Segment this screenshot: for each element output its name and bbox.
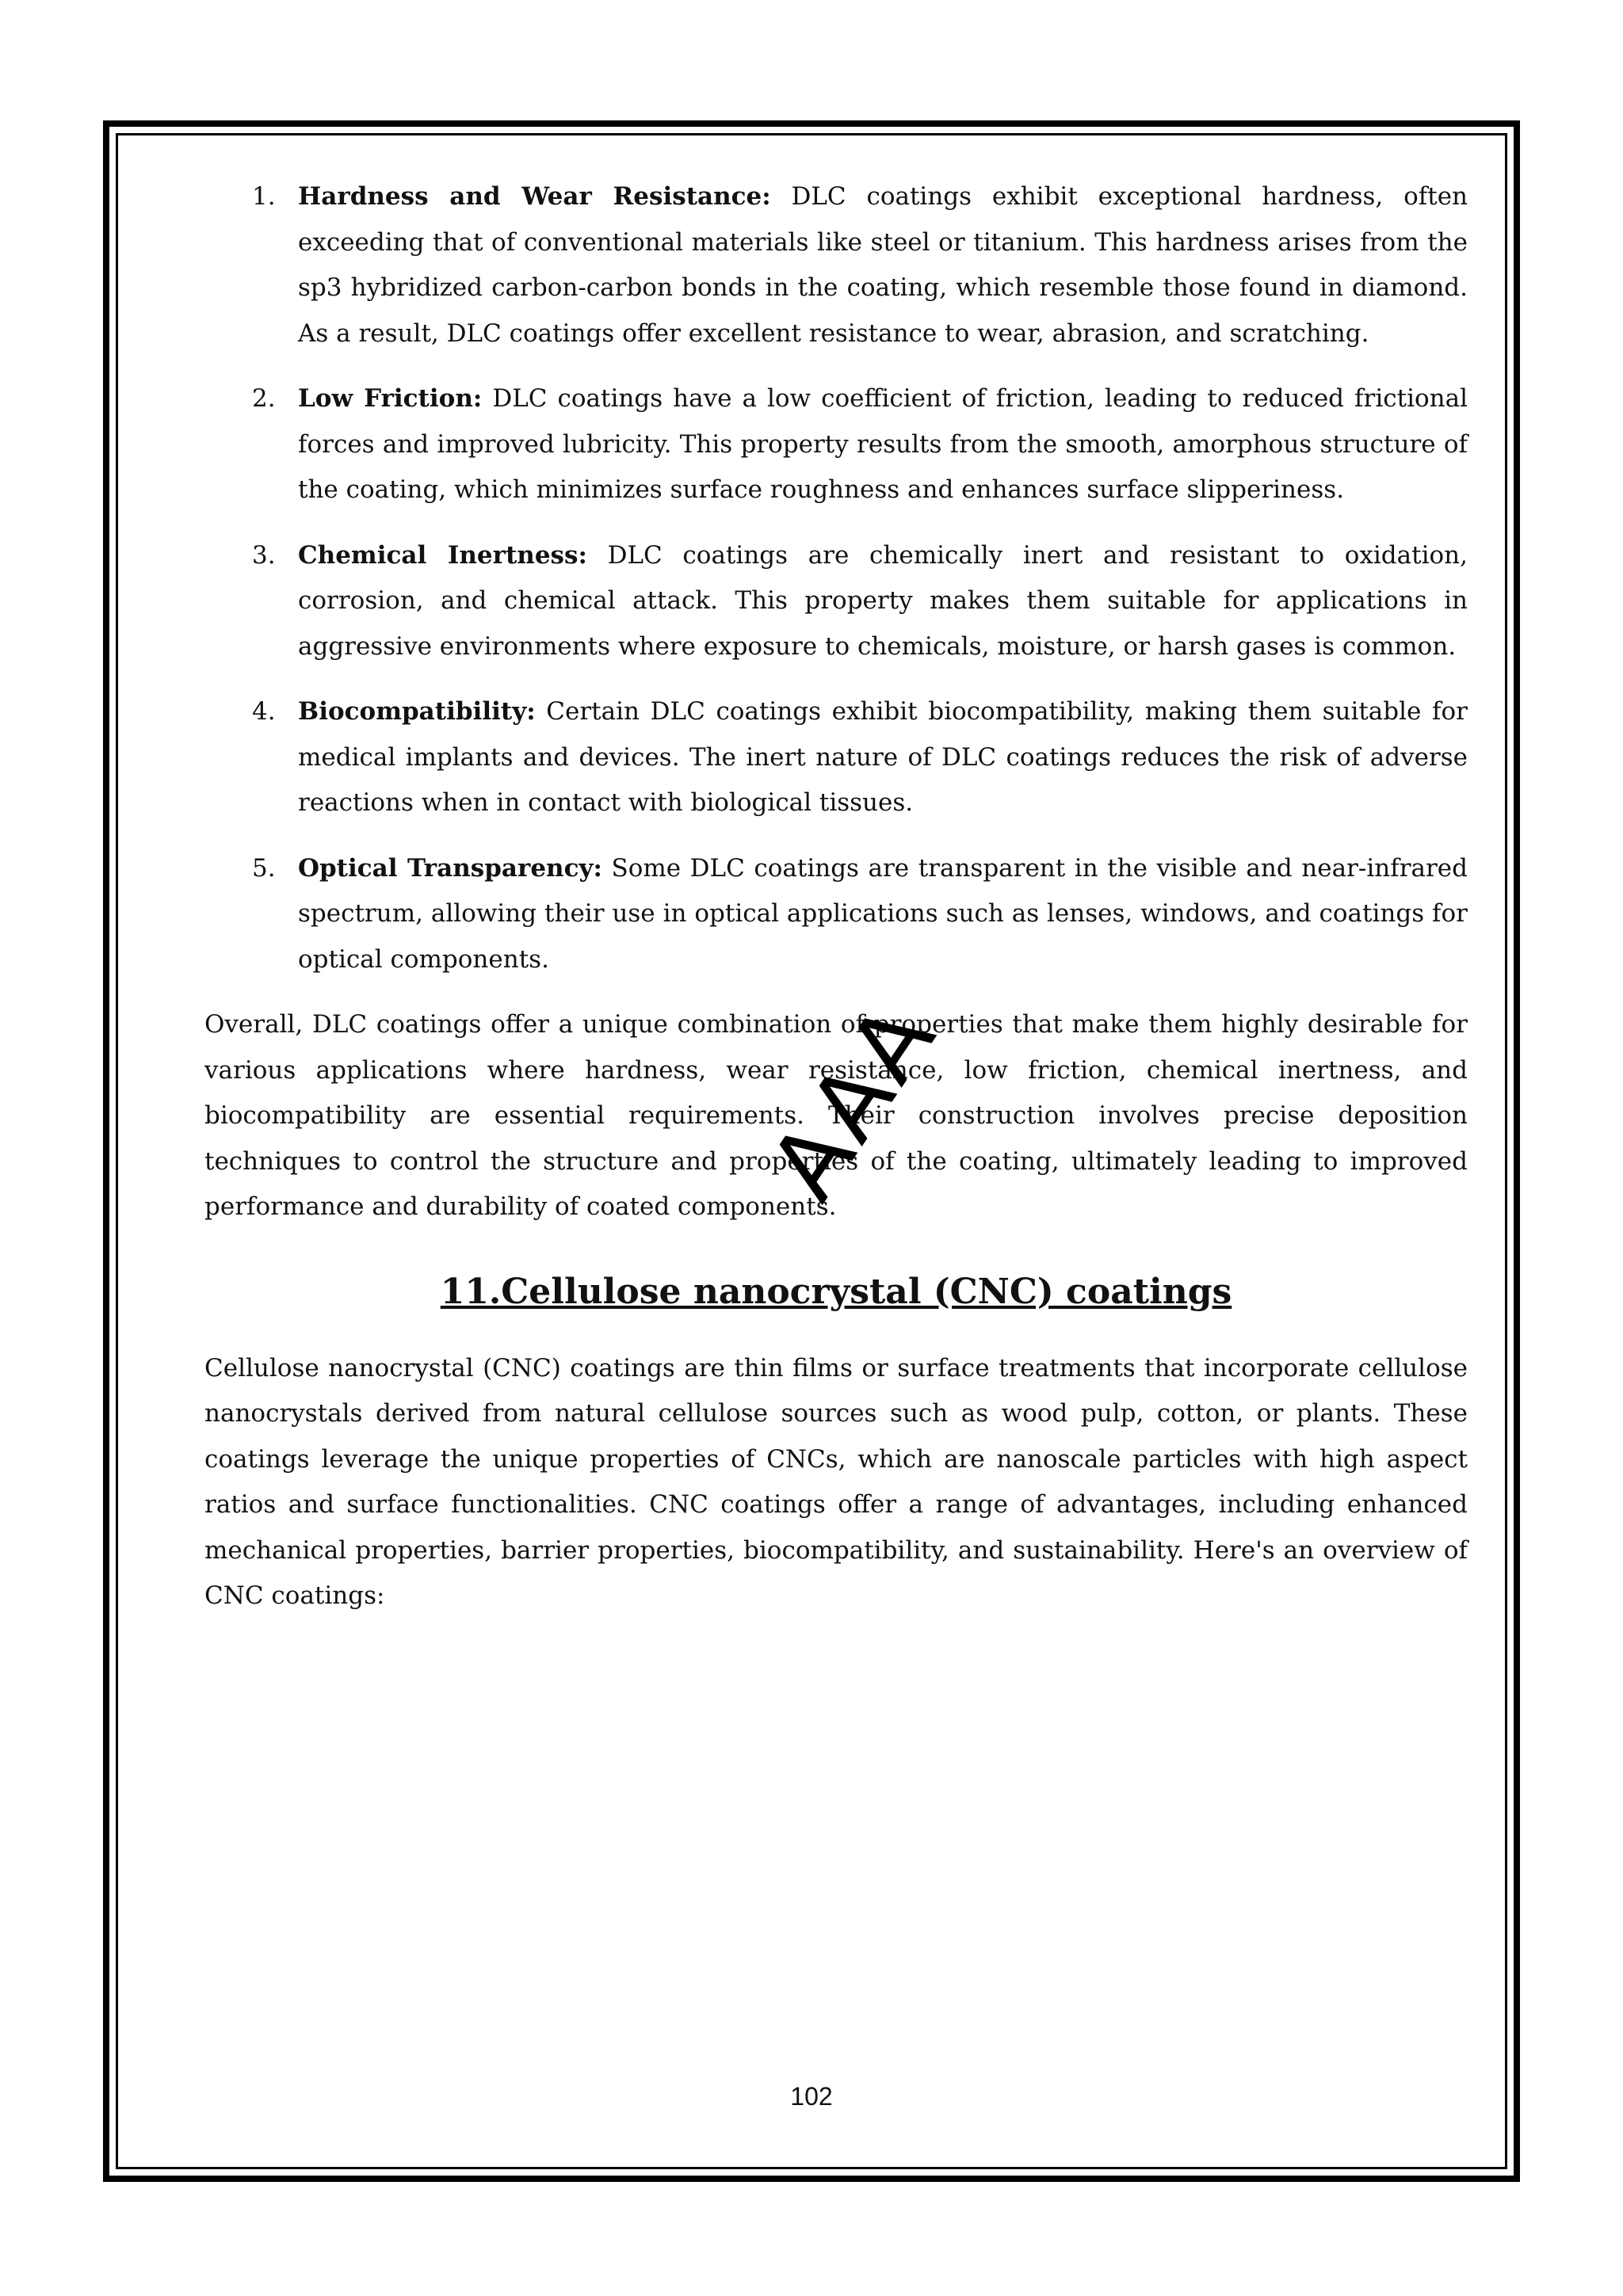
list-item-number: 3. bbox=[252, 540, 276, 570]
section-paragraph: Cellulose nanocrystal (CNC) coatings are thin films or surface treatments that incorporate cellulose nanocrystals derived from natural cellulose sources such as wood pulp, cotton, or plants. These coatings leverage the unique properties of CNCs, which are nanoscale particles with high aspect ratios and surface functionalities. CNC coatings offer a range of advantages, including enhanced mechanical properties, barrier properties, biocompatibility, and sustainability. Here's an overview of CNC coatings: bbox=[204, 1353, 1468, 1610]
list-item-number: 2. bbox=[252, 384, 276, 413]
list-item-text: Certain DLC coatings exhibit biocompatibility, making them suitable for medical implants and devices. The inert nature of DLC coatings reduces the risk of adverse reactions when in contact with biological tissues. bbox=[298, 697, 1468, 817]
list-item-title: Chemical Inertness: bbox=[298, 540, 587, 570]
list-item-text: Some DLC coatings are transparent in the visible and near-infrared spectrum, allowing their use in optical applications such as lenses, windows, and coatings for optical components. bbox=[298, 853, 1468, 974]
list-item-number: 1. bbox=[252, 182, 276, 211]
watermark: AAA bbox=[749, 982, 959, 1219]
list-item-title: Hardness and Wear Resistance: bbox=[298, 182, 771, 211]
list-item bbox=[204, 376, 1468, 513]
list-item bbox=[204, 689, 1468, 826]
list-item-text: DLC coatings have a low coefficient of friction, leading to reduced frictional forces and improved lubricity. This property results from the smooth, amorphous structure of the coating, which minimizes surface roughness and enhances surface slipperiness. bbox=[298, 384, 1468, 504]
list-item-text: DLC coatings exhibit exceptional hardness, often exceeding that of conventional materials like steel or titanium. This hardness arises from the sp3 hybridized carbon-carbon bonds in the coating, which resemble those found in diamond. As a result, DLC coatings offer excellent resistance to wear, abrasion, and scratching. bbox=[298, 182, 1468, 348]
properties-list bbox=[204, 174, 1468, 982]
list-item-title: Biocompatibility: bbox=[298, 697, 536, 726]
list-item-number: 5. bbox=[252, 853, 276, 883]
page-number: 102 bbox=[790, 2082, 833, 2111]
section-heading: 11.Cellulose nanocrystal (CNC) coatings bbox=[440, 1271, 1232, 1312]
list-item bbox=[204, 533, 1468, 670]
list-item-title: Low Friction: bbox=[298, 384, 483, 413]
list-item bbox=[204, 846, 1468, 983]
list-item-number: 4. bbox=[252, 697, 276, 726]
page-content bbox=[204, 174, 1468, 1619]
list-item bbox=[204, 174, 1468, 357]
list-item-title: Optical Transparency: bbox=[298, 853, 602, 883]
summary-paragraph: Overall, DLC coatings offer a unique combination of properties that make them highly desirable for various applications where hardness, wear resistance, low friction, chemical inertness, and biocompatibility are essential requirements. Their construction involves precise deposition techniques to control the structure and properties of the coating, ultimately leading to improved performance and durability of coated components. bbox=[204, 1010, 1468, 1221]
list-item-text: DLC coatings are chemically inert and resistant to oxidation, corrosion, and chemical attack. This property makes them suitable for applications in aggressive environments where exposure to chemicals, moisture, or harsh gases is common. bbox=[298, 540, 1468, 661]
